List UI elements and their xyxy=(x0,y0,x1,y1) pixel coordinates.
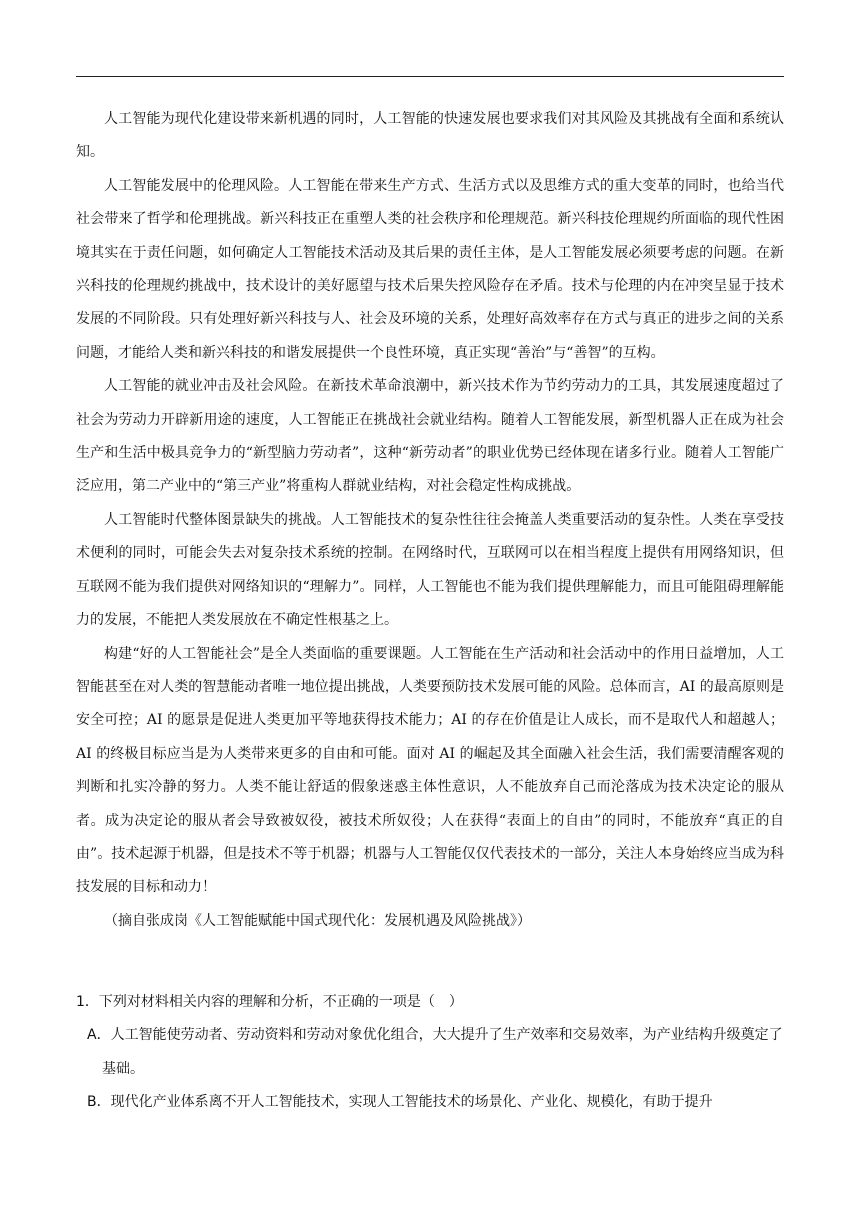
question-stem: 1．下列对材料相关内容的理解和分析，不正确的一项是（ ） xyxy=(76,994,463,1010)
paragraph: 构建“好的人工智能社会”是全人类面临的重要课题。人工智能在生产活动和社会活动中的作用日益增加，人工智能甚至在对人类的智慧能动者唯一地位提出挑战，人类要预防技术发展可能的风险。总体而言，AI 的最高原则是安全可控；AI 的愿景是促进人类更加平等地获得技术能力；AI 的存在价值是让人成长，而不是取代人和超越人；AI 的终极目标应当是为人类带来更多的自由和可能。面对 AI 的崛起及其全面融入社会生活，我们需要清醒客观的判断和扎实冷静的努力。人类不能让舒适的假象迷惑主体性意识，人不能放弃自己而沦落成为技术决定论的服从者。成为决定论的服从者会导致被奴役，被技术所奴役；人在获得“表面上的自由”的同时，不能放弃“真正的自由”。技术起源于机器，但是技术不等于机器；机器与人工智能仅仅代表技术的一部分，关注人本身始终应当成为科技发展的目标和动力！ xyxy=(76,645,784,896)
source-citation: （摘自张成岗《人工智能赋能中国式现代化：发展机遇及风险挑战》） xyxy=(104,912,531,929)
paragraph: 人工智能发展中的伦理风险。人工智能在带来生产方式、生活方式以及思维方式的重大变革的同时，也给当代社会带来了哲学和伦理挑战。新兴科技正在重塑人类的社会秩序和伦理规范。新兴科技伦理规约所面临的现代性困境其实在于责任问题，如何确定人工智能技术活动及其后果的责任主体，是人工智能发展必须要考虑的问题。在新兴科技的伦理规约挑战中，技术设计的美好愿望与技术后果失控风险存在矛盾。技术与伦理的内在冲突呈显于技术发展的不同阶段。只有处理好新兴科技与人、社会及环境的关系，处理好高效率存在方式与真正的进步之间的关系问题，才能给人类和新兴科技的和谐发展提供一个良性环境，真正实现“善治”与“善智”的互构。 xyxy=(76,177,784,361)
paragraph: 人工智能为现代化建设带来新机遇的同时，人工智能的快速发展也要求我们对其风险及其挑战有全面和系统认知。 xyxy=(76,111,784,161)
paragraph: 人工智能的就业冲击及社会风险。在新技术革命浪潮中，新兴技术作为节约劳动力的工具，其发展速度超过了社会为劳动力开辟新用途的速度，人工智能正在挑战社会就业结构。随着人工智能发展，新型机器人正在成为社会生产和生活中极具竞争力的“新型脑力劳动者”，这种“新劳动者”的职业优势已经体现在诸多行业。随着人工智能广泛应用，第二产业中的“第三产业”将重构人群就业结构，对社会稳定性构成挑战。 xyxy=(76,378,784,495)
header-rule xyxy=(76,76,784,77)
option-b: B．现代化产业体系离不开人工智能技术，实现人工智能技术的场景化、产业化、规模化，有助于提升 xyxy=(87,1094,713,1111)
passage xyxy=(76,103,784,938)
question-1 xyxy=(76,986,784,1120)
option-a: A．人工智能使劳动者、劳动资料和劳动对象优化组合，大大提升了生产效率和交易效率，为产业结构升级奠定了基础。 xyxy=(87,1027,783,1077)
paragraph: 人工智能时代整体图景缺失的挑战。人工智能技术的复杂性往往会掩盖人类重要活动的复杂性。人类在享受技术便利的同时，可能会失去对复杂技术系统的控制。在网络时代，互联网可以在相当程度上提供有用网络知识，但互联网不能为我们提供对网络知识的“理解力”。同样，人工智能也不能为我们提供理解能力，而且可能阻碍理解能力的发展，不能把人类发展放在不确定性根基之上。 xyxy=(76,511,784,629)
